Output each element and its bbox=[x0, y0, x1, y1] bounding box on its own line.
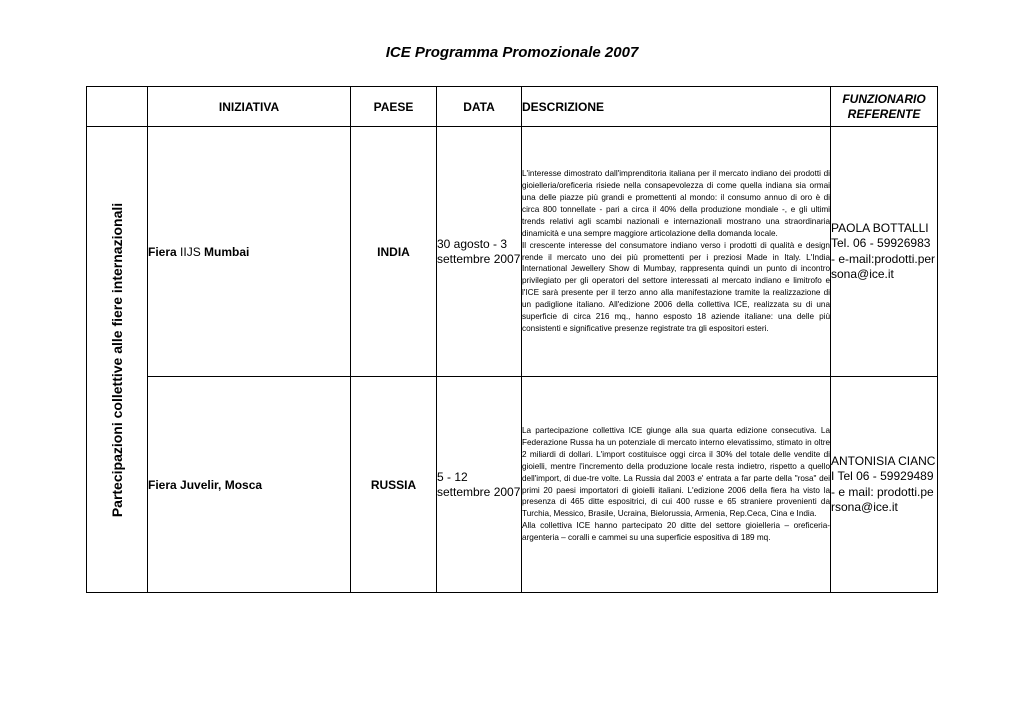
iniziativa-prefix: Fiera bbox=[148, 244, 177, 259]
header-funzionario-line2: REFERENTE bbox=[847, 106, 921, 121]
header-iniziativa: INIZIATIVA bbox=[148, 87, 351, 127]
header-funzionario-line1: FUNZIONARIO bbox=[842, 91, 926, 106]
paese-cell: INDIA bbox=[351, 127, 437, 377]
header-funzionario bbox=[831, 87, 938, 127]
descrizione-paragraph: Alla collettiva ICE hanno partecipato 20 ditte del settore gioielleria – oreficeria-argenteria – coralli e cammei su una superficie espositiva di 189 mq. bbox=[522, 521, 830, 543]
funzionario-cell: ANTONISIA CIANCI Tel 06 - 59929489 - e mail: prodotti.persona@ice.it bbox=[831, 377, 938, 593]
iniziativa-prefix: Fiera Juvelir, Mosca bbox=[148, 477, 263, 492]
table-row bbox=[87, 127, 938, 377]
data-cell: 30 agosto - 3 settembre 2007 bbox=[437, 127, 522, 377]
header-data: DATA bbox=[437, 87, 522, 127]
data-cell: 5 - 12 settembre 2007 bbox=[437, 377, 522, 593]
page-title: ICE Programma Promozionale 2007 bbox=[385, 44, 639, 61]
descrizione-cell bbox=[522, 127, 831, 377]
iniziativa-cell bbox=[148, 377, 351, 593]
header-descrizione: DESCRIZIONE bbox=[522, 87, 831, 127]
program-table bbox=[86, 86, 938, 593]
side-category-label: Partecipazioni collettive alle fiere internazionali bbox=[109, 202, 125, 517]
iniziativa-suffix: Mumbai bbox=[204, 244, 250, 259]
iniziativa-cell bbox=[148, 127, 351, 377]
descrizione-cell bbox=[522, 377, 831, 593]
descrizione-paragraph: Il crescente interesse del consumatore indiano verso i prodotti di qualità e design rende il mercato uno dei più promettenti per i preziosi Made in Italy. L'India International Jewellery Show di Mumbay, rappresenta quindi un punto di incontro privilegiato per gli operatori del settore interessati al mercato indiano e limitrofo e l'ICE sarà presente per il terzo anno alla manifestazione tramite la realizzazione di un padiglione italiano. All'edizione 2006 della collettiva ICE, realizzata su di una superficie di circa 216 mq., hanno esposto 18 aziende italiane: una delle più consistenti e significative presenze registrate tra gli espositori esteri. bbox=[522, 240, 830, 333]
descrizione-paragraph: La partecipazione collettiva ICE giunge alla sua quarta edizione consecutiva. La Federazione Russa ha un potenziale di mercato interno elevatissimo, stimato in oltre 2 miliardi di dollari. L'import costituisce oggi circa il 30% del totale delle vendite di gioielli, mentre l'incremento della produzione locale resta indietro, rispetto a quello dell'import, di due-tre volte. La Russia dal 2003 e' entrata a far parte della "rosa" dei primi 20 paesi importatori di gioielli italiani. L'edizione 2006 della fiera ha visto la presenza di 465 ditte espositrici, di cui 400 russe e 65 straniere provenienti da Turchia, Messico, Brasile, Ucraina, Bielorussia, Armenia, Rep.Ceca, Cina e India. bbox=[522, 425, 830, 519]
funzionario-cell: PAOLA BOTTALLI Tel. 06 - 59926983 - e-mail:prodotti.persona@ice.it bbox=[831, 127, 938, 377]
table-header-row bbox=[87, 87, 938, 127]
descrizione-paragraph: L'interesse dimostrato dall'imprenditoria italiana per il mercato indiano dei prodotti di gioielleria/oreficeria risiede nella consapevolezza di come quella indiana sia ormai una delle piazze più grandi e promettenti al mondo: il consumo annuo di oro è di circa 800 tonnellate - pari a circa il 40% della produzione mondiale -, e gli ultimi trends relativi agli scambi nazionali e internazionali mostrano una straordinaria dinamicità e una sempre maggiore articolazione della domanda locale. bbox=[522, 169, 830, 238]
table-row bbox=[87, 377, 938, 593]
iniziativa-mid: IIJS bbox=[176, 244, 205, 259]
side-category-cell bbox=[87, 127, 148, 593]
header-empty-cell bbox=[87, 87, 148, 127]
paese-cell: RUSSIA bbox=[351, 377, 437, 593]
header-paese: PAESE bbox=[351, 87, 437, 127]
